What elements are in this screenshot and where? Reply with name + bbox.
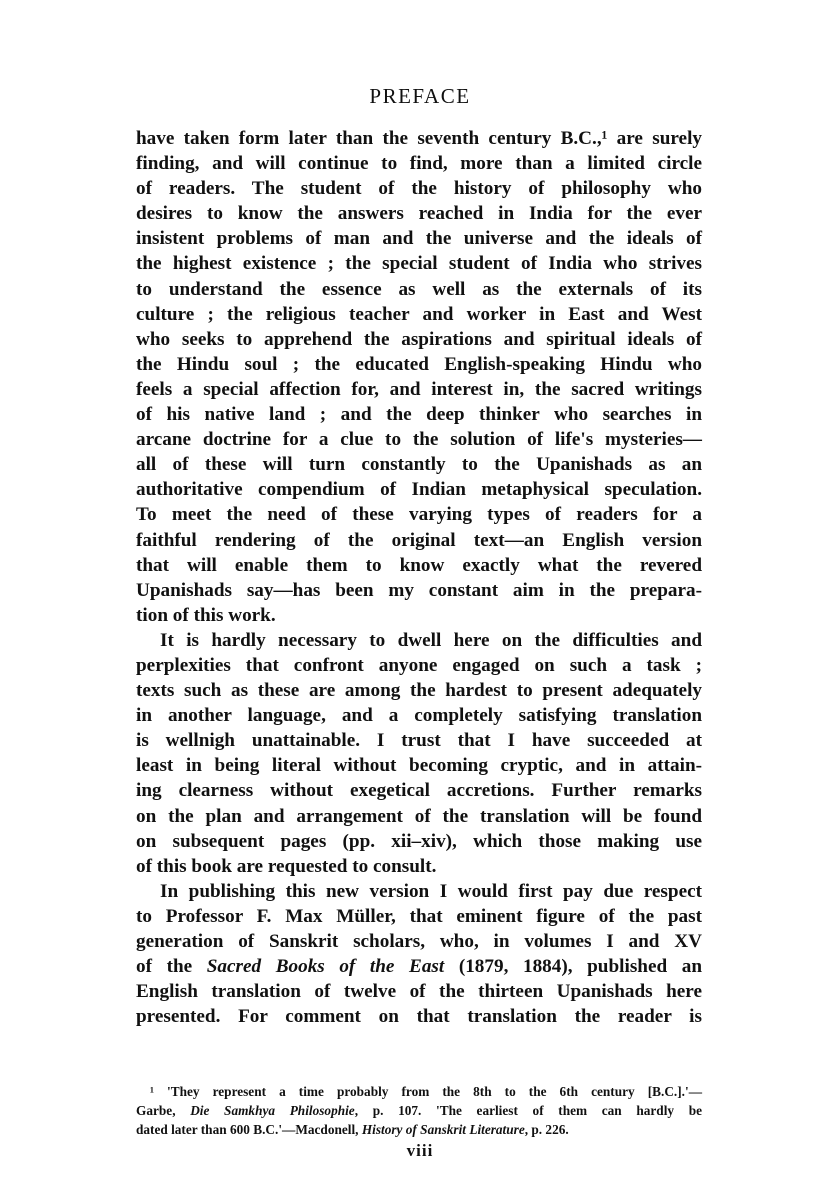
paragraph-1 — [136, 126, 702, 628]
text-fragment: dated later than 600 B.C.'—Macdonell, — [136, 1122, 362, 1137]
text-line: have taken form later than the seventh century B.C.,¹ are surely — [136, 128, 702, 149]
footnote — [136, 1082, 702, 1139]
text-line: on subsequent pages (pp. xii–xiv), which those making use — [136, 830, 702, 852]
paragraph-2 — [136, 628, 702, 879]
text-line: of readers. The student of the history of philosophy who — [136, 178, 702, 200]
book-title-garbe: Die Samkhya Philosophie — [190, 1103, 355, 1118]
text-fragment: (1879, 1884), published an — [444, 956, 702, 978]
text-line: finding, and will continue to find, more than a limited circle — [136, 153, 702, 175]
footnote-line — [136, 1120, 702, 1139]
text-line: of his native land ; and the deep thinker who searches in — [136, 404, 702, 426]
text-line: culture ; the religious teacher and worker in East and West — [136, 303, 702, 325]
text-line: the highest existence ; the special student of India who strives — [136, 253, 702, 275]
text-line: In publishing this new version I would first pay due respect — [160, 880, 702, 902]
paragraph-3 — [136, 879, 702, 1030]
book-title-sacred-books: Sacred Books of the East — [206, 956, 445, 978]
text-line: the Hindu soul ; the educated English-speaking Hindu who — [136, 353, 702, 375]
text-line: in another language, and a completely satisfying translation — [136, 705, 702, 727]
text-line: presented. For comment on that translation the reader is — [136, 1006, 702, 1028]
text-line: authoritative compendium of Indian metaphysical speculation. — [136, 479, 702, 501]
text-fragment: of the — [136, 956, 207, 978]
text-fragment: Garbe, — [136, 1103, 191, 1118]
text-line: Upanishads say—has been my constant aim in the prepara- — [136, 579, 702, 601]
text-line: It is hardly necessary to dwell here on the difficulties and — [160, 629, 702, 651]
text-line: that will enable them to know exactly what the revered — [136, 554, 702, 576]
text-line: desires to know the answers reached in India for the ever — [136, 203, 702, 225]
text-line: is wellnigh unattainable. I trust that I have succeeded at — [136, 730, 702, 752]
text-line: to Professor F. Max Müller, that eminent figure of the past — [136, 905, 702, 927]
text-line: feels a special affection for, and interest in, the sacred writings — [136, 378, 702, 400]
text-fragment: , p. 226. — [524, 1122, 569, 1137]
footnote-line — [136, 1082, 702, 1101]
text-line: insistent problems of man and the universe and the ideals of — [136, 228, 702, 250]
text-line: who seeks to apprehend the aspirations and spiritual ideals of — [136, 328, 702, 350]
text-line: on the plan and arrangement of the translation will be found — [136, 805, 702, 827]
text-line: tion of this work. — [136, 604, 276, 626]
text-line: ing clearness without exegetical accretions. Further remarks — [136, 780, 702, 802]
text-line: generation of Sanskrit scholars, who, in volumes I and XV — [136, 931, 702, 952]
text-fragment: , p. 107. 'The earliest of them can hardly be — [354, 1103, 702, 1118]
text-line-with-title — [136, 954, 702, 979]
book-title-macdonell: History of Sanskrit Literature — [361, 1122, 525, 1137]
footnote-line — [136, 1101, 702, 1120]
text-line: all of these will turn constantly to the Upanishads as an — [136, 454, 702, 476]
footnote-marker: ¹ — [150, 1084, 154, 1099]
text-line: To meet the need of these varying types of readers for a — [136, 504, 702, 526]
text-line: texts such as these are among the hardest to present adequately — [136, 680, 702, 702]
text-line: faithful rendering of the original text—an English version — [136, 529, 702, 551]
body-text — [136, 126, 702, 1029]
page-number: viii — [406, 1141, 434, 1160]
text-line: English translation of twelve of the thirteen Upanishads here — [136, 981, 702, 1003]
text-line: of this book are requested to consult. — [136, 855, 437, 877]
text-line: least in being literal without becoming cryptic, and in attain- — [136, 755, 702, 777]
text-line: arcane doctrine for a clue to the solution of life's mysteries— — [136, 429, 702, 451]
running-head: PREFACE — [369, 84, 471, 108]
text-fragment: 'They represent a time probably from the 8th to the 6th century [B.C.].'— — [154, 1084, 702, 1099]
text-line: perplexities that confront anyone engaged on such a task ; — [136, 654, 702, 676]
text-line: to understand the essence as well as the externals of its — [136, 278, 702, 300]
